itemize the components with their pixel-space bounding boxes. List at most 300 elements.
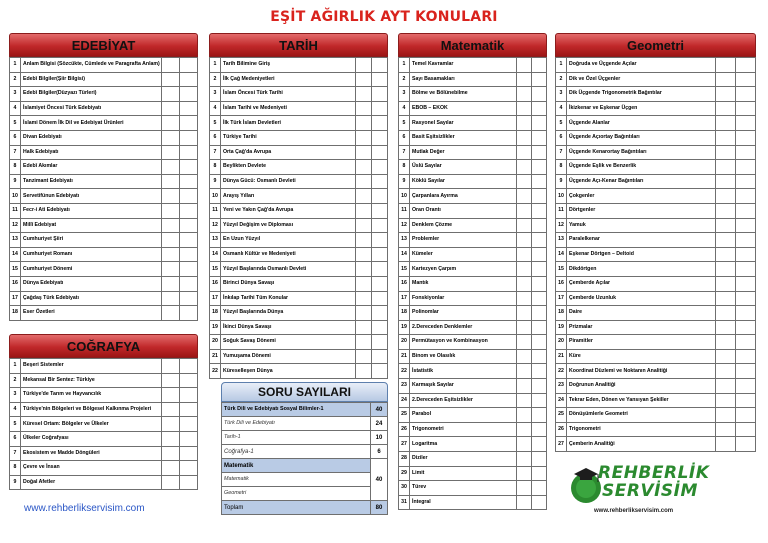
topic-number: 15 xyxy=(399,262,410,277)
topic-number: 7 xyxy=(10,145,21,160)
topic-name: Yüzyıl Başlarında Osmanlı Devleti xyxy=(221,262,356,277)
topic-name: Kümeler xyxy=(410,247,517,262)
topic-name: En Uzun Yüzyıl xyxy=(221,233,356,248)
check-cell xyxy=(517,174,532,189)
topic-number: 22 xyxy=(399,364,410,379)
check-cell xyxy=(736,58,756,73)
check-cell xyxy=(736,203,756,218)
topic-number: 21 xyxy=(556,349,567,364)
check-cell xyxy=(716,116,736,131)
topic-row xyxy=(10,160,198,175)
soru-total-value: 80 xyxy=(371,501,388,515)
check-cell xyxy=(162,116,180,131)
check-cell xyxy=(162,417,180,432)
topic-number: 5 xyxy=(10,417,21,432)
topic-name: Yamuk xyxy=(567,218,716,233)
check-cell xyxy=(356,87,372,102)
soru-group-value: 40 xyxy=(371,403,388,417)
check-cell xyxy=(716,101,736,116)
topic-name: Orta Çağ'da Avrupa xyxy=(221,145,356,160)
check-cell xyxy=(736,408,756,423)
topic-row xyxy=(10,446,198,461)
check-cell xyxy=(517,247,532,262)
check-cell xyxy=(356,189,372,204)
check-cell xyxy=(372,247,388,262)
logo-url: www.rehberlikservisim.com xyxy=(594,508,674,514)
topic-number: 2 xyxy=(556,72,567,87)
topic-name: Denklem Çözme xyxy=(410,218,517,233)
check-cell xyxy=(180,402,198,417)
check-cell xyxy=(736,393,756,408)
topic-row xyxy=(556,364,756,379)
check-cell xyxy=(356,218,372,233)
check-cell xyxy=(180,446,198,461)
check-cell xyxy=(356,262,372,277)
topic-name: Temel Kavramlar xyxy=(410,58,517,73)
check-cell xyxy=(716,320,736,335)
check-cell xyxy=(372,306,388,321)
check-cell xyxy=(162,145,180,160)
check-cell xyxy=(517,452,532,467)
check-cell xyxy=(716,276,736,291)
topic-row xyxy=(210,145,388,160)
check-cell xyxy=(716,349,736,364)
topic-name: Sayı Basamakları xyxy=(410,72,517,87)
check-cell xyxy=(736,364,756,379)
topic-row xyxy=(210,174,388,189)
check-cell xyxy=(372,160,388,175)
topic-number: 9 xyxy=(10,174,21,189)
topic-row xyxy=(556,247,756,262)
topic-number: 25 xyxy=(399,408,410,423)
check-cell xyxy=(180,101,198,116)
check-cell xyxy=(372,364,388,379)
topic-number: 13 xyxy=(10,233,21,248)
topic-name: Çemberde Açılar xyxy=(567,276,716,291)
topic-row xyxy=(556,393,756,408)
topic-name: Köklü Sayılar xyxy=(410,174,517,189)
topic-number: 13 xyxy=(210,233,221,248)
topic-number: 3 xyxy=(556,87,567,102)
rehberlik-servisim-logo xyxy=(568,462,718,524)
check-cell xyxy=(517,189,532,204)
topic-row xyxy=(10,174,198,189)
topic-row xyxy=(556,58,756,73)
topic-row xyxy=(10,417,198,432)
check-cell xyxy=(532,466,547,481)
check-cell xyxy=(356,291,372,306)
topic-name: Mutlak Değer xyxy=(410,145,517,160)
topic-name: Doğal Afetler xyxy=(21,475,162,490)
topic-number: 2 xyxy=(210,72,221,87)
topic-number: 3 xyxy=(210,87,221,102)
check-cell xyxy=(716,437,736,452)
check-cell xyxy=(532,189,547,204)
check-cell xyxy=(180,189,198,204)
check-cell xyxy=(180,306,198,321)
check-cell xyxy=(736,276,756,291)
topic-row xyxy=(399,101,547,116)
topic-number: 8 xyxy=(399,160,410,175)
topic-name: İslami Dönem İlk Dil ve Edebiyat Ürünleri xyxy=(21,116,162,131)
topic-row xyxy=(210,218,388,233)
edebiyat-header: EDEBİYAT xyxy=(9,33,198,57)
topic-row xyxy=(399,335,547,350)
check-cell xyxy=(517,203,532,218)
check-cell xyxy=(532,145,547,160)
topic-number: 31 xyxy=(399,495,410,510)
topic-name: Üçgende Açı-Kenar Bağıntıları xyxy=(567,174,716,189)
topic-row xyxy=(556,72,756,87)
topic-number: 20 xyxy=(399,335,410,350)
topic-number: 17 xyxy=(210,291,221,306)
check-cell xyxy=(162,461,180,476)
topic-row xyxy=(210,364,388,379)
topic-number: 2 xyxy=(399,72,410,87)
topic-row xyxy=(399,116,547,131)
soru-group-label: Matematik xyxy=(222,459,371,473)
topic-name: Doğrunun Analitiği xyxy=(567,379,716,394)
topic-number: 2 xyxy=(10,373,21,388)
check-cell xyxy=(162,388,180,403)
topic-name: Çokgenler xyxy=(567,189,716,204)
topic-number: 4 xyxy=(556,101,567,116)
topic-row xyxy=(210,72,388,87)
topic-name: Türkiye'de Tarım ve Hayvancılık xyxy=(21,388,162,403)
check-cell xyxy=(162,101,180,116)
topic-row xyxy=(210,160,388,175)
topic-name: Üçgende Açıortay Bağıntıları xyxy=(567,130,716,145)
check-cell xyxy=(372,349,388,364)
geometri-table xyxy=(555,57,756,452)
topic-row xyxy=(10,291,198,306)
check-cell xyxy=(716,393,736,408)
check-cell xyxy=(162,276,180,291)
topic-row xyxy=(210,58,388,73)
check-cell xyxy=(736,320,756,335)
topic-name: Dikdörtgen xyxy=(567,262,716,277)
topic-row xyxy=(399,379,547,394)
check-cell xyxy=(162,233,180,248)
topic-name: Küre xyxy=(567,349,716,364)
topic-name: Soğuk Savaş Dönemi xyxy=(221,335,356,350)
topic-row xyxy=(210,262,388,277)
soru-total-row xyxy=(222,501,388,515)
soru-row-label: Tarih-1 xyxy=(222,431,371,445)
topic-name: Dünya Edebiyatı xyxy=(21,276,162,291)
check-cell xyxy=(736,379,756,394)
topic-row xyxy=(399,408,547,423)
check-cell xyxy=(372,335,388,350)
topic-name: İstatistik xyxy=(410,364,517,379)
check-cell xyxy=(517,116,532,131)
check-cell xyxy=(716,379,736,394)
check-cell xyxy=(180,373,198,388)
topic-name: Fonskiyonlar xyxy=(410,291,517,306)
topic-number: 24 xyxy=(399,393,410,408)
check-cell xyxy=(716,203,736,218)
topic-number: 11 xyxy=(399,203,410,218)
topic-row xyxy=(210,276,388,291)
topic-row xyxy=(399,291,547,306)
check-cell xyxy=(356,174,372,189)
check-cell xyxy=(532,203,547,218)
topic-row xyxy=(399,262,547,277)
topic-row xyxy=(556,320,756,335)
topic-number: 5 xyxy=(10,116,21,131)
soru-sayilari-panel xyxy=(221,382,388,515)
topic-number: 22 xyxy=(210,364,221,379)
check-cell xyxy=(532,422,547,437)
topic-name: Logaritma xyxy=(410,437,517,452)
topic-number: 12 xyxy=(10,218,21,233)
check-cell xyxy=(532,262,547,277)
check-cell xyxy=(180,116,198,131)
check-cell xyxy=(716,218,736,233)
check-cell xyxy=(162,189,180,204)
topic-row xyxy=(556,335,756,350)
check-cell xyxy=(716,291,736,306)
check-cell xyxy=(716,130,736,145)
topic-row xyxy=(10,276,198,291)
topic-row xyxy=(556,218,756,233)
check-cell xyxy=(716,364,736,379)
check-cell xyxy=(736,262,756,277)
topic-number: 16 xyxy=(210,276,221,291)
topic-name: Eser Özetleri xyxy=(21,306,162,321)
topic-name: Cumhuriyet Dönemi xyxy=(21,262,162,277)
topic-name: Trigonometri xyxy=(410,422,517,437)
topic-name: Edebî Bilgiler(Düzyazı Türleri) xyxy=(21,87,162,102)
check-cell xyxy=(736,145,756,160)
check-cell xyxy=(517,335,532,350)
topic-row xyxy=(10,373,198,388)
check-cell xyxy=(372,72,388,87)
topic-number: 19 xyxy=(210,320,221,335)
check-cell xyxy=(517,466,532,481)
topic-name: İkinci Dünya Savaşı xyxy=(221,320,356,335)
topic-number: 8 xyxy=(10,461,21,476)
check-cell xyxy=(356,160,372,175)
topic-row xyxy=(210,116,388,131)
topic-number: 29 xyxy=(399,466,410,481)
check-cell xyxy=(180,417,198,432)
topic-name: Osmanlı Kültür ve Medeniyeti xyxy=(221,247,356,262)
check-cell xyxy=(162,160,180,175)
topic-number: 17 xyxy=(10,291,21,306)
topic-number: 9 xyxy=(10,475,21,490)
topic-number: 21 xyxy=(210,349,221,364)
check-cell xyxy=(356,130,372,145)
topic-name: Cumhuriyet Romanı xyxy=(21,247,162,262)
topic-number: 2 xyxy=(10,72,21,87)
soru-sayilari-header: SORU SAYILARI xyxy=(221,382,388,402)
topic-name: Edebî Bilgiler(Şiir Bilgisi) xyxy=(21,72,162,87)
topic-name: Beşeri Sistemler xyxy=(21,359,162,374)
matematik-table xyxy=(398,57,547,510)
matematik-panel xyxy=(398,33,547,510)
topic-row xyxy=(399,452,547,467)
check-cell xyxy=(162,475,180,490)
topic-row xyxy=(210,247,388,262)
topic-name: Mekansal Bir Sentez: Türkiye xyxy=(21,373,162,388)
cografya-panel xyxy=(9,334,198,490)
topic-row xyxy=(556,87,756,102)
topic-row xyxy=(556,189,756,204)
topic-row xyxy=(399,364,547,379)
topic-name: İslam Tarihi ve Medeniyeti xyxy=(221,101,356,116)
topic-number: 15 xyxy=(556,262,567,277)
topic-name: Yüzyıl Başlarında Dünya xyxy=(221,306,356,321)
check-cell xyxy=(532,306,547,321)
check-cell xyxy=(532,495,547,510)
topic-name: Tarih Bilimine Giriş xyxy=(221,58,356,73)
soru-total-label: Toplam xyxy=(222,501,371,515)
topic-row xyxy=(210,87,388,102)
topic-number: 23 xyxy=(556,379,567,394)
topic-name: Çağdaş Türk Edebiyatı xyxy=(21,291,162,306)
check-cell xyxy=(162,359,180,374)
soru-row xyxy=(222,431,388,445)
topic-number: 20 xyxy=(556,335,567,350)
topic-name: Dörtgenler xyxy=(567,203,716,218)
check-cell xyxy=(180,203,198,218)
check-cell xyxy=(736,306,756,321)
topic-number: 8 xyxy=(10,160,21,175)
topic-name: Dönüşümlerle Geometri xyxy=(567,408,716,423)
check-cell xyxy=(716,189,736,204)
topic-number: 3 xyxy=(10,87,21,102)
topic-name: Permütasyon ve Kombinasyon xyxy=(410,335,517,350)
topic-name: Mantık xyxy=(410,276,517,291)
topic-number: 16 xyxy=(10,276,21,291)
topic-row xyxy=(399,203,547,218)
check-cell xyxy=(736,72,756,87)
topic-row xyxy=(399,160,547,175)
check-cell xyxy=(356,306,372,321)
topic-row xyxy=(556,101,756,116)
topic-row xyxy=(399,247,547,262)
topic-number: 26 xyxy=(556,422,567,437)
check-cell xyxy=(736,349,756,364)
check-cell xyxy=(162,446,180,461)
geometri-header: Geometri xyxy=(555,33,756,57)
topic-row xyxy=(210,306,388,321)
topic-row xyxy=(10,145,198,160)
check-cell xyxy=(372,276,388,291)
topic-name: Yeni ve Yakın Çağ'da Avrupa xyxy=(221,203,356,218)
soru-row-value: 6 xyxy=(371,445,388,459)
check-cell xyxy=(736,233,756,248)
check-cell xyxy=(517,320,532,335)
topic-number: 9 xyxy=(556,174,567,189)
topic-number: 3 xyxy=(399,87,410,102)
soru-row-label: Coğrafya-1 xyxy=(222,445,371,459)
topic-name: Halk Edebiyatı xyxy=(21,145,162,160)
topic-row xyxy=(10,87,198,102)
topic-row xyxy=(399,130,547,145)
logo-line1: REHBERLİK xyxy=(598,463,710,483)
check-cell xyxy=(736,189,756,204)
topic-row xyxy=(556,203,756,218)
topic-row xyxy=(10,262,198,277)
topic-row xyxy=(556,291,756,306)
topic-row xyxy=(10,306,198,321)
topic-name: Arayış Yılları xyxy=(221,189,356,204)
check-cell xyxy=(517,422,532,437)
tarih-header: TARİH xyxy=(209,33,388,57)
tarih-panel xyxy=(209,33,388,379)
topic-row xyxy=(556,349,756,364)
topic-name: Eşkenar Dörtgen – Deltoid xyxy=(567,247,716,262)
soru-row-label: Matematik xyxy=(222,473,371,487)
topic-number: 11 xyxy=(210,203,221,218)
topic-number: 6 xyxy=(556,130,567,145)
topic-row xyxy=(210,130,388,145)
topic-number: 26 xyxy=(399,422,410,437)
soru-group-row xyxy=(222,459,388,473)
check-cell xyxy=(372,58,388,73)
check-cell xyxy=(356,145,372,160)
check-cell xyxy=(517,291,532,306)
check-cell xyxy=(532,481,547,496)
check-cell xyxy=(532,291,547,306)
check-cell xyxy=(532,101,547,116)
check-cell xyxy=(162,58,180,73)
check-cell xyxy=(716,233,736,248)
topic-name: İlk Türk İslam Devletleri xyxy=(221,116,356,131)
topic-number: 13 xyxy=(556,233,567,248)
topic-number: 6 xyxy=(210,130,221,145)
topic-number: 11 xyxy=(10,203,21,218)
topic-number: 25 xyxy=(556,408,567,423)
topic-name: Binom ve Olasılık xyxy=(410,349,517,364)
check-cell xyxy=(356,276,372,291)
topic-name: Limit xyxy=(410,466,517,481)
soru-row xyxy=(222,445,388,459)
topic-name: Kartezyen Çarpım xyxy=(410,262,517,277)
check-cell xyxy=(180,160,198,175)
topic-name: Tekrar Eden, Dönen ve Yansıyan Şekiller xyxy=(567,393,716,408)
cografya-header: COĞRAFYA xyxy=(9,334,198,358)
check-cell xyxy=(532,174,547,189)
topic-name: Problemler xyxy=(410,233,517,248)
topic-row xyxy=(399,72,547,87)
topic-number: 9 xyxy=(399,174,410,189)
topic-row xyxy=(10,189,198,204)
check-cell xyxy=(372,101,388,116)
topic-name: Koordinat Düzlemi ve Noktanın Analitiği xyxy=(567,364,716,379)
website-link[interactable]: www.rehberlikservisim.com xyxy=(24,503,145,514)
check-cell xyxy=(532,247,547,262)
soru-row xyxy=(222,487,388,501)
topic-row xyxy=(10,431,198,446)
topic-name: Tanzimant Edebiyatı xyxy=(21,174,162,189)
topic-number: 18 xyxy=(556,306,567,321)
check-cell xyxy=(736,437,756,452)
topic-name: Prizmalar xyxy=(567,320,716,335)
check-cell xyxy=(716,58,736,73)
topic-row xyxy=(399,174,547,189)
check-cell xyxy=(716,72,736,87)
topic-row xyxy=(399,437,547,452)
topic-name: Beylikten Devlete xyxy=(221,160,356,175)
topic-name: 2.Dereceden Denklemler xyxy=(410,320,517,335)
check-cell xyxy=(532,72,547,87)
topic-number: 27 xyxy=(556,437,567,452)
check-cell xyxy=(372,218,388,233)
check-cell xyxy=(736,130,756,145)
